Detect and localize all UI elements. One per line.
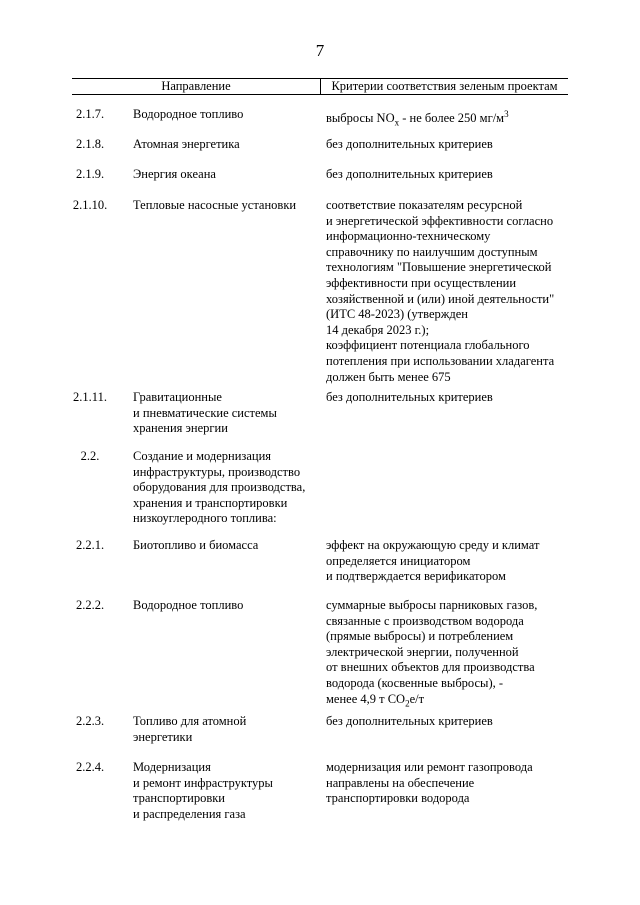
page-number: 7 — [315, 41, 325, 60]
criteria-line: без дополнительных критериев — [326, 137, 493, 151]
row-direction — [133, 760, 323, 822]
row-criteria — [326, 714, 576, 730]
criteria-line: (ИТС 48-2023) (утвержден — [326, 307, 468, 322]
criteria-line: без дополнительных критериев — [326, 714, 493, 728]
direction-line: Создание и модернизация — [133, 449, 272, 463]
criteria-line: хозяйственной и (или) иной деятельности" — [326, 291, 555, 306]
direction-line: Водородное топливо — [133, 107, 244, 121]
row-criteria — [326, 538, 576, 585]
row-number: 2.1.9. — [75, 167, 105, 181]
row-criteria — [326, 760, 576, 807]
criteria-line: соответствие показателям ресурсной — [326, 198, 523, 212]
row-direction — [133, 714, 323, 745]
row-number: 2.2.3. — [75, 714, 105, 728]
co2-criteria: менее 4,9 т $CO_2е/т$ — [326, 691, 425, 709]
direction-line: низкоуглеродного топлива: — [133, 511, 277, 526]
criteria-line: эффект на окружающую среду и климат — [326, 538, 540, 552]
direction-line: Атомная энергетика — [133, 137, 240, 151]
direction-line: транспортировки — [133, 791, 225, 806]
row-number: 2.2.1. — [75, 538, 105, 552]
header-direction: Направление — [161, 79, 231, 93]
criteria-line: эффективности при осуществлении — [326, 275, 517, 290]
row-criteria — [326, 598, 576, 712]
criteria-line: транспортировки водорода — [326, 791, 470, 806]
row-number: 2.1.8. — [75, 137, 105, 151]
row-direction — [133, 137, 323, 153]
row-direction — [133, 598, 323, 614]
row-direction — [133, 390, 323, 437]
criteria-line: от внешних объектов для производства — [326, 660, 535, 675]
criteria-line: коэффициент потенциала глобального — [326, 338, 530, 353]
criteria-line: (прямые выбросы) и потреблением — [326, 629, 514, 644]
direction-line: Биотопливо и биомасса — [133, 538, 259, 552]
criteria-line: электрической энергии, полученной — [326, 644, 519, 659]
direction-line: и ремонт инфраструктуры — [133, 775, 273, 790]
criteria-line: без дополнительных критериев — [326, 167, 493, 181]
row-number: 2.2.4. — [75, 760, 105, 774]
row-criteria — [326, 107, 576, 131]
criteria-line: без дополнительных критериев — [326, 390, 493, 404]
direction-line: Водородное топливо — [133, 598, 244, 612]
row-criteria — [326, 390, 576, 406]
direction-line: Топливо для атомной — [133, 714, 247, 728]
criteria-line: направлены на обеспечение — [326, 775, 475, 790]
table-header — [72, 78, 568, 95]
row-criteria — [326, 198, 576, 385]
direction-line: Энергия океана — [133, 167, 216, 181]
row-direction — [133, 449, 323, 527]
header-criteria: Критерии соответствия зеленым проектам — [320, 79, 568, 94]
criteria-line: потепления при использовании хладагента — [326, 353, 555, 368]
row-direction — [133, 538, 323, 554]
row-criteria — [326, 167, 576, 183]
direction-line: и распределения газа — [133, 806, 246, 821]
row-number: 2.2. — [80, 449, 100, 463]
row-direction — [133, 167, 323, 183]
row-number: 2.1.7. — [75, 107, 105, 121]
direction-line: энергетики — [133, 729, 193, 744]
direction-line: Гравитационные — [133, 390, 222, 404]
criteria-line: и энергетической эффективности согласно — [326, 213, 554, 228]
criteria-line: справочнику по наилучшим доступным — [326, 244, 538, 259]
row-direction — [133, 107, 323, 123]
direction-line: инфраструктуры, производство — [133, 464, 301, 479]
nox-criteria: выбросы $NO_x$ - не более 250 $мг/м^3$ — [326, 109, 509, 128]
direction-line: и пневматические системы — [133, 405, 277, 420]
criteria-line: информационно-техническому — [326, 229, 491, 244]
direction-line: оборудования для производства, — [133, 480, 306, 495]
criteria-line: модернизация или ремонт газопровода — [326, 760, 533, 774]
criteria-line: и подтверждается верификатором — [326, 569, 506, 584]
direction-line: Модернизация — [133, 760, 211, 774]
criteria-line: технологиям "Повышение энергетической — [326, 260, 552, 275]
row-number: 2.2.2. — [75, 598, 105, 612]
direction-line: хранения и транспортировки — [133, 495, 288, 510]
criteria-line: определяется инициатором — [326, 553, 471, 568]
direction-line: хранения энергии — [133, 421, 228, 436]
criteria-line: суммарные выбросы парниковых газов, — [326, 598, 538, 612]
row-number: 2.1.10. — [72, 198, 108, 212]
row-criteria — [326, 137, 576, 153]
criteria-line: водорода (косвенные выбросы), - — [326, 675, 504, 690]
criteria-line: связанные с производством водорода — [326, 613, 524, 628]
row-number: 2.1.11. — [73, 390, 107, 404]
criteria-line: 14 декабря 2023 г.); — [326, 322, 430, 337]
row-direction — [133, 198, 323, 214]
direction-line: Тепловые насосные установки — [133, 198, 297, 212]
criteria-line: должен быть менее 675 — [326, 369, 451, 384]
